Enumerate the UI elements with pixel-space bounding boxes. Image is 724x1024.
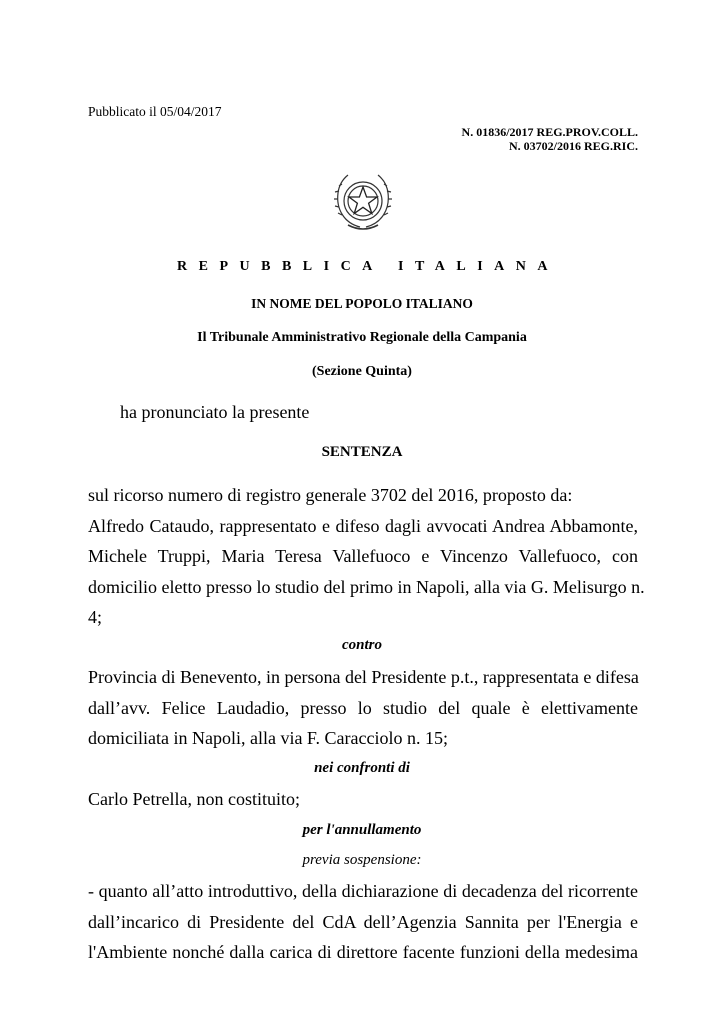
- ricorso-line: sul ricorso numero di registro generale 3702 del 2016, proposto da:: [88, 485, 573, 505]
- intro-text: ha pronunciato la presente: [120, 402, 310, 422]
- oggetto-line: - quanto all’atto introduttivo, della dichiarazione di decadenza del ricorrente: [88, 881, 638, 901]
- resistente-line: Provincia di Benevento, in persona del Presidente p.t., rappresentata e difesa: [88, 667, 639, 687]
- court-name: Il Tribunale Amministrativo Regionale della Campania: [197, 330, 527, 345]
- resistente-line: domiciliata in Napoli, alla via F. Caracciolo n. 15;: [88, 728, 448, 748]
- ricorrente-line: domicilio eletto presso lo studio del primo in Napoli, alla via G. Melisurgo n.: [88, 576, 645, 597]
- court-section: (Sezione Quinta): [312, 364, 412, 379]
- publication-date: Pubblicato il 05/04/2017: [88, 104, 222, 119]
- oggetto-line: dall’incarico di Presidente del CdA dell’Agenzia Sannita per l'Energia e: [88, 911, 638, 932]
- republic-title: REPUBBLICA ITALIANA: [177, 259, 559, 274]
- previa-sospensione-heading: previa sospensione:: [302, 852, 422, 868]
- reg-ric: N. 03702/2016 REG.RIC.: [508, 139, 638, 153]
- resistente-paragraph: [88, 662, 638, 754]
- reg-prov-coll: N. 01836/2017 REG.PROV.COLL.: [461, 125, 638, 139]
- resistente-line: dall’avv. Felice Laudadio, presso lo studio del quale è elettivamente: [88, 697, 638, 718]
- ricorrente-line: 4;: [88, 607, 103, 627]
- italian-republic-emblem-icon: [330, 165, 396, 235]
- oggetto-line: l'Ambiente nonché dalla carica di direttore facente funzioni della medesima: [88, 942, 638, 962]
- registry-numbers: [462, 125, 638, 153]
- ricorrente-line: Alfredo Cataudo, rappresentato e difeso dagli avvocati Andrea Abbamonte,: [88, 515, 638, 536]
- sentenza-heading: SENTENZA: [321, 444, 403, 460]
- annullamento-heading: per l'annullamento: [302, 822, 422, 838]
- in-nome-heading: IN NOME DEL POPOLO ITALIANO: [251, 296, 473, 311]
- controinteressato-paragraph: [88, 784, 638, 815]
- ricorrente-line: Michele Truppi, Maria Teresa Vallefuoco e Vincenzo Vallefuoco, con: [88, 546, 638, 566]
- contro-heading: contro: [341, 637, 382, 653]
- controinteressato-line: Carlo Petrella, non costituito;: [88, 789, 300, 809]
- nei-confronti-heading: nei confronti di: [314, 760, 410, 776]
- ricorso-paragraph: [88, 480, 645, 633]
- oggetto-paragraph: [88, 876, 638, 968]
